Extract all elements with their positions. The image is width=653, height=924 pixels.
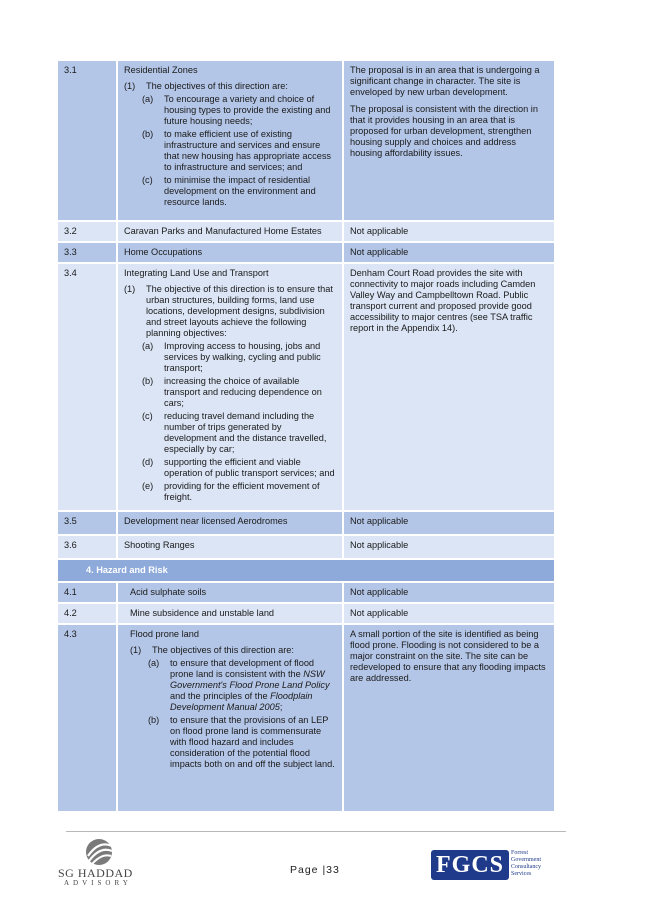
fgcs-logo-subtitle: Forrest Government Consultancy Services — [511, 850, 541, 877]
list-item: (c) reducing travel demand including the number of trips generated by development and the distance travelled, especially by car; — [142, 411, 327, 454]
fgcs-logo: FGCS — [431, 850, 509, 880]
direction-cell: Flood prone land (1) The objectives of this direction are: (a) to ensure that development of flood prone land is consistent with the NSW Government's Flood Prone Land Policy and the principles of the Floodplain Development Manual 2005; (b) to ensure that the provisions of an LEP on flood prone land is commensurate with flood hazard and includes consideration of the potential flood impacts both on and off the subject land. — [118, 625, 344, 813]
table-row: 4.2 Mine subsidence and unstable land Not applicable — [58, 604, 556, 625]
objective-item: (1) The objectives of this direction are: — [130, 645, 294, 655]
footer-divider — [66, 831, 566, 832]
table-row: 4.3 Flood prone land (1) The objectives of this direction are: (a) to ensure that development of flood prone land is consistent with the NSW Government's Flood Prone Land Policy and the principles of the Floodplain Development Manual 2005; (b) to ensure that the provisions of an LEP on flood prone land is commensurate with flood hazard and includes consideration of the potential flood impacts both on and off the subject land. A small portion of the site is identified as being flood prone. Flooding is not considered to be a major constraint on the site. The site can be redeveloped to ensure that any flooding impacts are addressed. — [58, 625, 556, 813]
sub-list — [142, 94, 336, 208]
page-number: Page |33 — [290, 864, 340, 876]
table-row: 3.4 Integrating Land Use and Transport (1) The objective of this direction is to ensure that urban structures, building forms, land use locations, development designs, subdivision and street layouts achieve the following planning objectives: (a) Improving access to housing, jobs and services by walking, cycling and public transport; (b) increasing the choice of available transport and reducing dependence on cars; (c) reducing travel demand including the number of trips generated by development and the distance travelled, especially by car; (d) supporting the efficient and viable operation of public transport services; and (e) providing for the efficient movement of freight. Denham Court Road provides the site with connectivity to major roads including Camden Valley Way and Campbelltown Road. Public transport current and proposed provide good accessibility to major centres (see TSA traffic report in the Appendix 14). — [58, 264, 556, 512]
list-item: (a) to ensure that development of flood prone land is consistent with the NSW Government's Flood Prone Land Policy and the principles of the Floodplain Development Manual 2005; — [148, 658, 330, 712]
directions-table — [58, 61, 556, 813]
response-cell: The proposal is in an area that is undergoing a significant change in character. The site is enveloped by new urban development. The proposal is consistent with the direction in that it provides housing in an area that is proposed for urban development, strengthen housing supply and choices and address housing affordability issues. — [344, 61, 556, 222]
table-row — [58, 61, 556, 222]
list-item: (b) to make efficient use of existing infrastructure and services and ensure that new housing has appropriate access to infrastructure and services; and — [142, 129, 332, 172]
response-cell: A small portion of the site is identified as being flood prone. Flooding is not considered to be a major constraint on the site. The site can be redeveloped to ensure that any flooding impacts are addressed. — [344, 625, 556, 813]
table-row: 4.1 Acid sulphate soils Not applicable — [58, 583, 556, 604]
objective-item: (1) The objective of this direction is to ensure that urban structures, building forms, land use locations, development designs, subdivision and street layouts achieve the following planning objectives: — [124, 284, 333, 338]
table-row: 3.6 Shooting Ranges Not applicable — [58, 536, 556, 560]
list-item: (a) Improving access to housing, jobs and services by walking, cycling and public transport; — [142, 341, 321, 373]
sg-haddad-name: SG HADDAD — [58, 866, 133, 880]
response-cell: Denham Court Road provides the site with connectivity to major roads including Camden Valley Way and Campbelltown Road. Public transport current and proposed provide good accessibility to major centres (see TSA traffic report in the Appendix 14). — [344, 264, 556, 512]
list-item: (d) supporting the efficient and viable operation of public transport services; and — [142, 457, 335, 478]
advisory-label: ADVISORY — [64, 879, 132, 887]
objective-item: (1) The objectives of this direction are: — [124, 81, 288, 91]
page-content — [58, 61, 556, 813]
list-item: (b) increasing the choice of available transport and reducing dependence on cars; — [142, 376, 322, 408]
direction-title: Residential Zones — [124, 65, 198, 75]
list-item: (e) providing for the efficient movement of freight. — [142, 481, 320, 502]
table-row: 3.3 Home Occupations Not applicable — [58, 243, 556, 264]
direction-cell: Integrating Land Use and Transport (1) The objective of this direction is to ensure that urban structures, building forms, land use locations, development designs, subdivision and street layouts achieve the following planning objectives: (a) Improving access to housing, jobs and services by walking, cycling and public transport; (b) increasing the choice of available transport and reducing dependence on cars; (c) reducing travel demand including the number of trips generated by development and the distance travelled, especially by car; (d) supporting the efficient and viable operation of public transport services; and (e) providing for the efficient movement of freight. — [118, 264, 344, 512]
sub-list — [148, 658, 336, 770]
section-header: 4. Hazard and Risk — [58, 560, 556, 583]
table-row: 3.2 Caravan Parks and Manufactured Home Estates Not applicable — [58, 222, 556, 243]
list-item: (c) to minimise the impact of residential development on the environment and resource lands. — [142, 175, 316, 207]
sub-list — [142, 341, 336, 503]
row-number: 3.1 — [58, 61, 118, 222]
list-item: (a) To encourage a variety and choice of housing types to provide the existing and future housing needs; — [142, 94, 331, 126]
direction-cell — [118, 61, 344, 222]
table-row: 3.5 Development near licensed Aerodromes Not applicable — [58, 512, 556, 536]
list-item: (b) to ensure that the provisions of an LEP on flood prone land is commensurate with flood hazard and includes consideration of the potential flood impacts both on and off the subject land. — [148, 715, 335, 769]
